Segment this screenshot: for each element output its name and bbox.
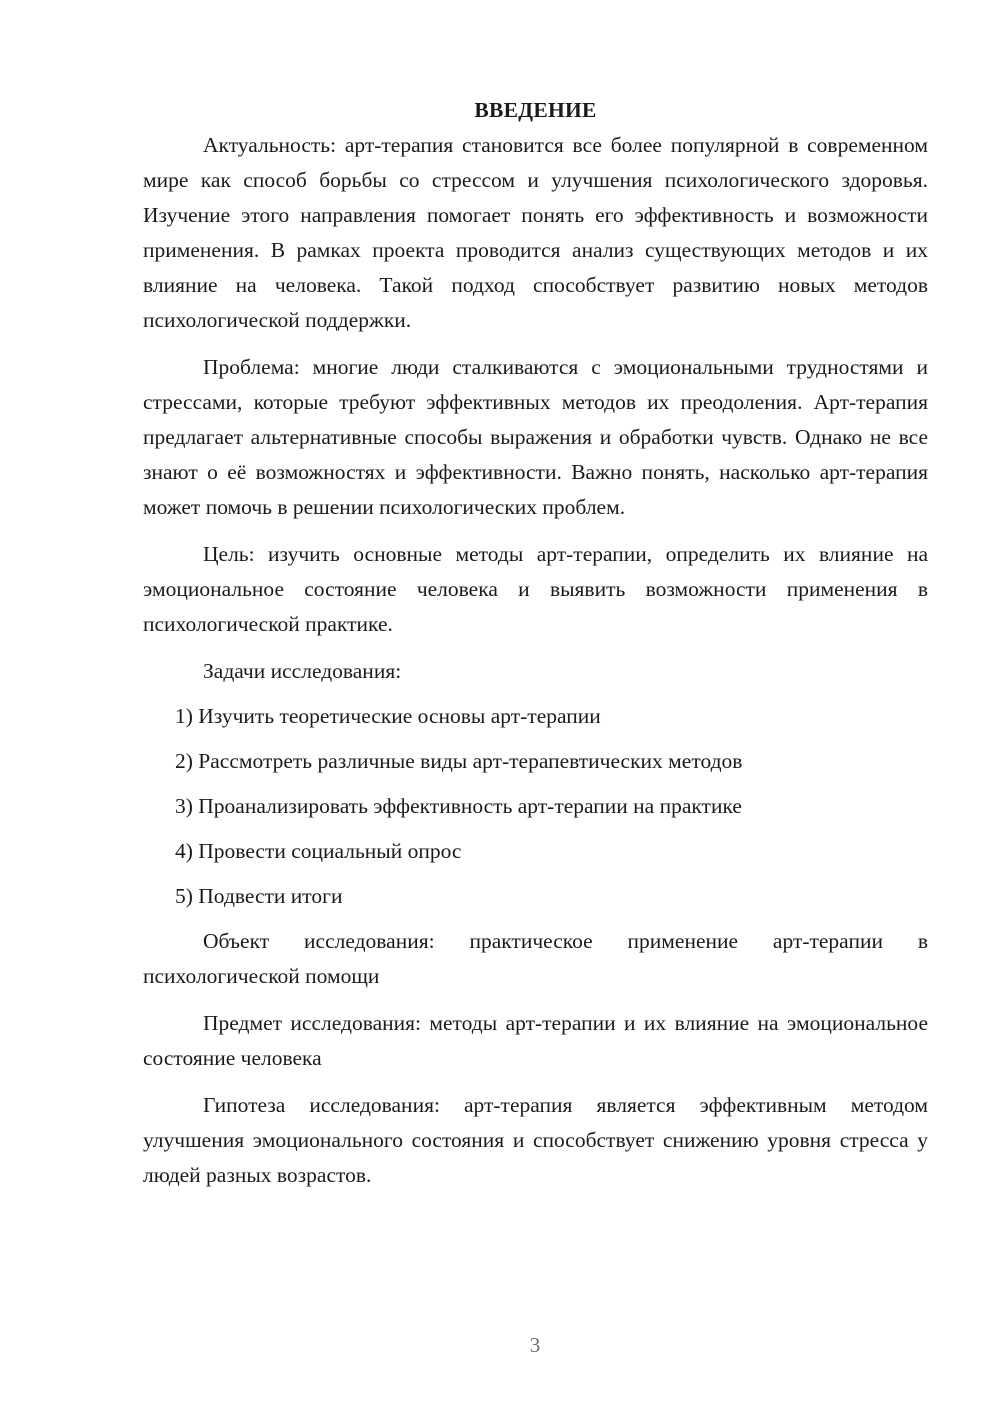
task-item: 1) Изучить теоретические основы арт-терапии [175,704,601,728]
page-number: 3 [529,1333,541,1357]
research-object-paragraph: Объект исследования: практическое применение арт-терапии в психологической помощи [143,929,928,988]
hypothesis-paragraph: Гипотеза исследования: арт-терапия является эффективным методом улучшения эмоционального состояния и способствует снижению уровня стресса у людей разных возрастов. [143,1093,928,1187]
goal-paragraph: Цель: изучить основные методы арт-терапии, определить их влияние на эмоциональное состояние человека и выявить возможности применения в психологической практике. [143,542,928,636]
task-item: 2) Рассмотреть различные виды арт-терапевтических методов [175,749,743,773]
task-item: 4) Провести социальный опрос [175,839,462,863]
page-title: ВВЕДЕНИЕ [474,98,597,122]
relevance-paragraph: Актуальность: арт-терапия становится все более популярной в современном мире как способ борьбы со стрессом и улучшения психологического здоровья. Изучение этого направления помогает понять его эффективность и возможности применения. В рамках проекта проводится анализ существующих методов и их влияние на человека. Такой подход способствует развитию новых методов психологической поддержки. [143,133,928,332]
task-item: 5) Подвести итоги [175,884,343,908]
document-page [143,93,928,1193]
task-item: 3) Проанализировать эффективность арт-терапии на практике [175,794,742,818]
tasks-heading: Задачи исследования: [203,659,402,683]
research-subject-paragraph: Предмет исследования: методы арт-терапии и их влияние на эмоциональное состояние человека [143,1011,928,1070]
problem-paragraph: Проблема: многие люди сталкиваются с эмоциональными трудностями и стрессами, которые требуют эффективных методов их преодоления. Арт-терапия предлагает альтернативные способы выражения и обработки чувств. Однако не все знают о её возможностях и эффективности. Важно понять, насколько арт-терапия может помочь в решении психологических проблем. [143,355,928,519]
